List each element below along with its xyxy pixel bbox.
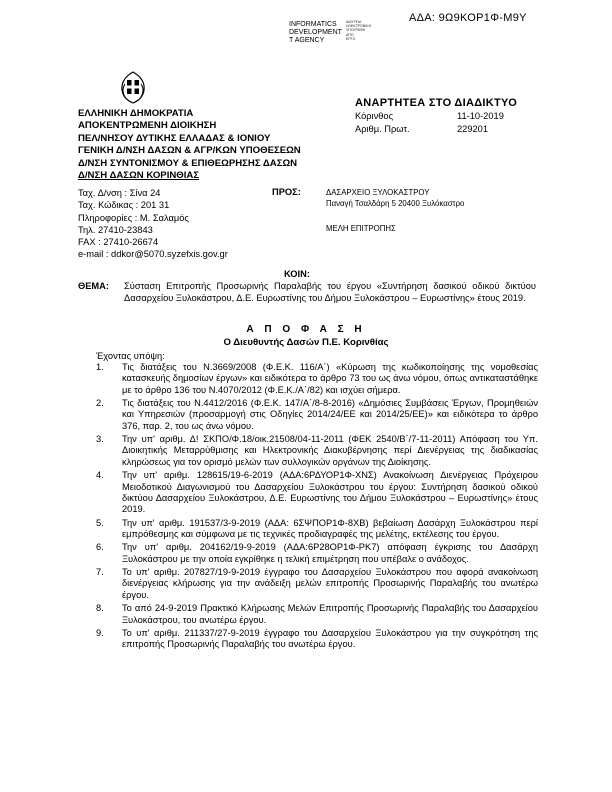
list-item: 1. Τις διατάξεις του Ν.3669/2008 (Φ.Ε.Κ. 116/Α΄) «Κύρωση της κωδικοποίησης της νομοθεσίας κατασκευής δημοσίων έργων» και ειδικότερα το άρθρο 73 του ως άνω νόμου, όπως αντικαταστάθηκε με το άρθρο 136 του Ν.4070/2012 (Φ.Ε.Κ./Α΄/82) και ισχύει σήμερα. <box>96 362 538 395</box>
greek-emblem-icon <box>116 70 150 104</box>
protocol-number: 229201 <box>457 123 489 134</box>
list-item: 8. Το από 24-9-2019 Πρακτικό Κλήρωσης Μελών Επιτροπής Προσωρινής Παραλαβής του Δασαρχείου Ξυλοκάστρου, του ανωτέρω έργου. <box>96 603 538 625</box>
to-label: ΠΡΟΣ: <box>272 187 301 197</box>
recipient: ΔΑΣΑΡΧΕΙΟ ΞΥΛΟΚΑΣΤΡΟΥ <box>326 188 430 197</box>
protocol-label: Αριθμ. Πρωτ. <box>355 123 410 134</box>
header-line: ΕΛΛΗΝΙΚΗ ΔΗΜΟΚΡΑΤΙΑ <box>78 108 194 119</box>
info-person: Πληροφορίες : Μ. Σαλαμός <box>78 212 189 223</box>
authority-header <box>78 108 301 182</box>
list-item: 4. Την υπ' αριθμ. 128615/19-6-2019 (ΑΔΑ:6ΡΔΥΟΡ1Φ-ΧΝΣ) Ανακοίνωση Διενέργειας Πρόχειρου Μειοδοτικού Διαγωνισμού του Δασαρχείου Ξυλοκάστρου του έργου: Συντήρηση δασικού οδικού δικτύου Δασαρχείου Ξυλοκάστρου, Δ.Ε. Ευρωστίνης του Δήμου Ξυλοκάστρου – Ευρωστίνης» έτους 2019. <box>96 470 538 515</box>
diavgeia-logo-text: INFORMATICS DEVELOPMENT T AGENCY <box>289 21 342 44</box>
considering-label: Έχοντας υπόψη: <box>96 351 165 361</box>
document-meta <box>355 110 504 135</box>
recipient: ΜΕΛΗ ΕΠΙΤΡΟΠΗΣ <box>326 224 396 233</box>
header-line: ΑΠΟΚΕΝΤΡΩΜΕΝΗ ΔΙΟΙΚΗΣΗ <box>78 120 217 132</box>
subject-text: Σύσταση Επιτροπής Προσωρινής Παραλαβής του έργου «Συντήρηση δασικού οδικού δικτύου Δασαρχείου Ξυλοκάστρου, Δ.Ε. Ευρωστίνης του Δήμου Ξυλοκάστρου – Ευρωστίνης» έτους 2019. <box>124 281 536 303</box>
header-line: Δ/ΝΣΗ ΣΥΝΤΟΝΙΣΜΟΥ & ΕΠΙΘΕΩΡΗΣΗΣ ΔΑΣΩΝ <box>78 157 298 169</box>
list-item: 9. Το υπ' αριθμ. 211337/27-9-2019 έγγραφο του Δασαρχείου Ξυλοκάστρου για την συγκρότηση της επιτροπής Προσωρινής Παραλαβής του ανωτέρω έργου. <box>96 628 538 650</box>
address: Ταχ. Δ/νση : Σίνα 24 <box>78 188 161 198</box>
list-item: 3. Την υπ' αριθμ. Δ! ΣΚΠΟ/Φ.18/οικ.21508/04-11-2011 (ΦΕΚ 2540/Β΄/7-11-2011) Απόφαση του Υπ. Διοικητικής Μεταρρύθμισης και Ηλεκτρονικής Διακυβέρνησης περί Διενέργειας της διαδικασίας κληρώσεως για τον ορισμό μελών των συλλογικών οργάνων της Διοίκησης. <box>96 434 538 467</box>
telephone: Τηλ. 27410-23843 <box>78 224 153 235</box>
digital-signature-stamp: ΔΙΑΥΓΕΙΑ ΗΛΕΚΤΡΟΝΙΚΗ ΥΠΟΓΡΑΦΗ ΑΠΟ ΕΡΓΟ <box>346 20 372 41</box>
header-line: Δ/ΝΣΗ ΔΑΣΩΝ ΚΟΡΙΝΘΙΑΣ <box>78 170 200 182</box>
fax: FAX : 27410-26674 <box>78 237 159 248</box>
header-line: ΓΕΝΙΚΗ Δ/ΝΣΗ ΔΑΣΩΝ & ΑΓΡ/ΚΩΝ ΥΠΟΘΕΣΕΩΝ <box>78 145 301 157</box>
list-item: 2. Τις διατάξεις του Ν.4412/2016 (Φ.Ε.Κ. 147/Α΄/8-8-2016) «Δημόσιες Συμβάσεις Έργων, Προμηθειών και Υπηρεσιών (προσαρμογή στις Οδηγίες 2014/24/ΕΕ και 2014/25/ΕΕ)» και ειδικότερα το άρθρο 376, παρ. 2, του ως άνω νόμου. <box>96 398 538 431</box>
list-item: 5. Την υπ' αριθμ. 191537/3-9-2019 (ΑΔΑ: 6ΣΨΠΟΡ1Φ-8ΧΒ) βεβαίωση Δασάρχη Ξυλοκάστρου περί εμπρόθεσμης και σύμφωνα με τις τεχνικές προδιαγραφές της μελέτης, εκτέλεσης του έργου. <box>96 517 538 539</box>
decision-title: Α Π Ο Φ Α Σ Η <box>246 324 366 335</box>
subject-label: ΘΕΜΑ: <box>78 281 109 291</box>
cc-label: ΚΟΙΝ: <box>284 269 310 279</box>
considerations-list <box>96 362 538 653</box>
list-item: 7. Το υπ' αριθμ. 207827/19-9-2019 έγγραφο του Δασαρχείου Ξυλοκάστρου που αφορά ανακοίνωση διενέργειας κλήρωσης για την ανάδειξη μελών επιτροπής Προσωρινής Παραλαβής του ανωτέρω έργου. <box>96 567 538 600</box>
post-online-title: ΑΝΑΡΤΗΤΕΑ ΣΤΟ ΔΙΑΔΙΚΤΥΟ <box>355 97 518 109</box>
email: e-mail : ddkor@5070.syzefxis.gov.gr <box>78 249 228 260</box>
date: 11-10-2019 <box>457 111 504 121</box>
place: Κόρινθος <box>355 111 394 121</box>
recipients <box>326 187 464 234</box>
list-item: 6. Την υπ' αριθμ. 204162/19-9-2019 (ΑΔΑ:6Ρ28ΟΡ1Φ-ΡΚ7) απόφαση έγκρισης του Δασάρχη Ξυλοκάστρου με την οποία εγκρίθηκε η τελική επιμέτρηση που υπέβαλε ο ανάδοχος. <box>96 542 538 564</box>
header-line: ΠΕΛ/ΝΗΣΟΥ ΔΥΤΙΚΗΣ ΕΛΛΑΔΑΣ & ΙΟΝΙΟΥ <box>78 132 271 144</box>
ada-code: ΑΔΑ: 9Ω9ΚΟΡ1Φ-Μ9Υ <box>409 12 527 24</box>
postcode: Ταχ. Κώδικας : 201 31 <box>78 200 170 211</box>
contact-block <box>78 187 228 261</box>
recipient-address: Παναγή Τσαλδάρη 5 20400 Ξυλόκαστρο <box>326 199 465 208</box>
director-title: Ο Διευθυντής Δασών Π.Ε. Κορινθίας <box>223 337 389 348</box>
